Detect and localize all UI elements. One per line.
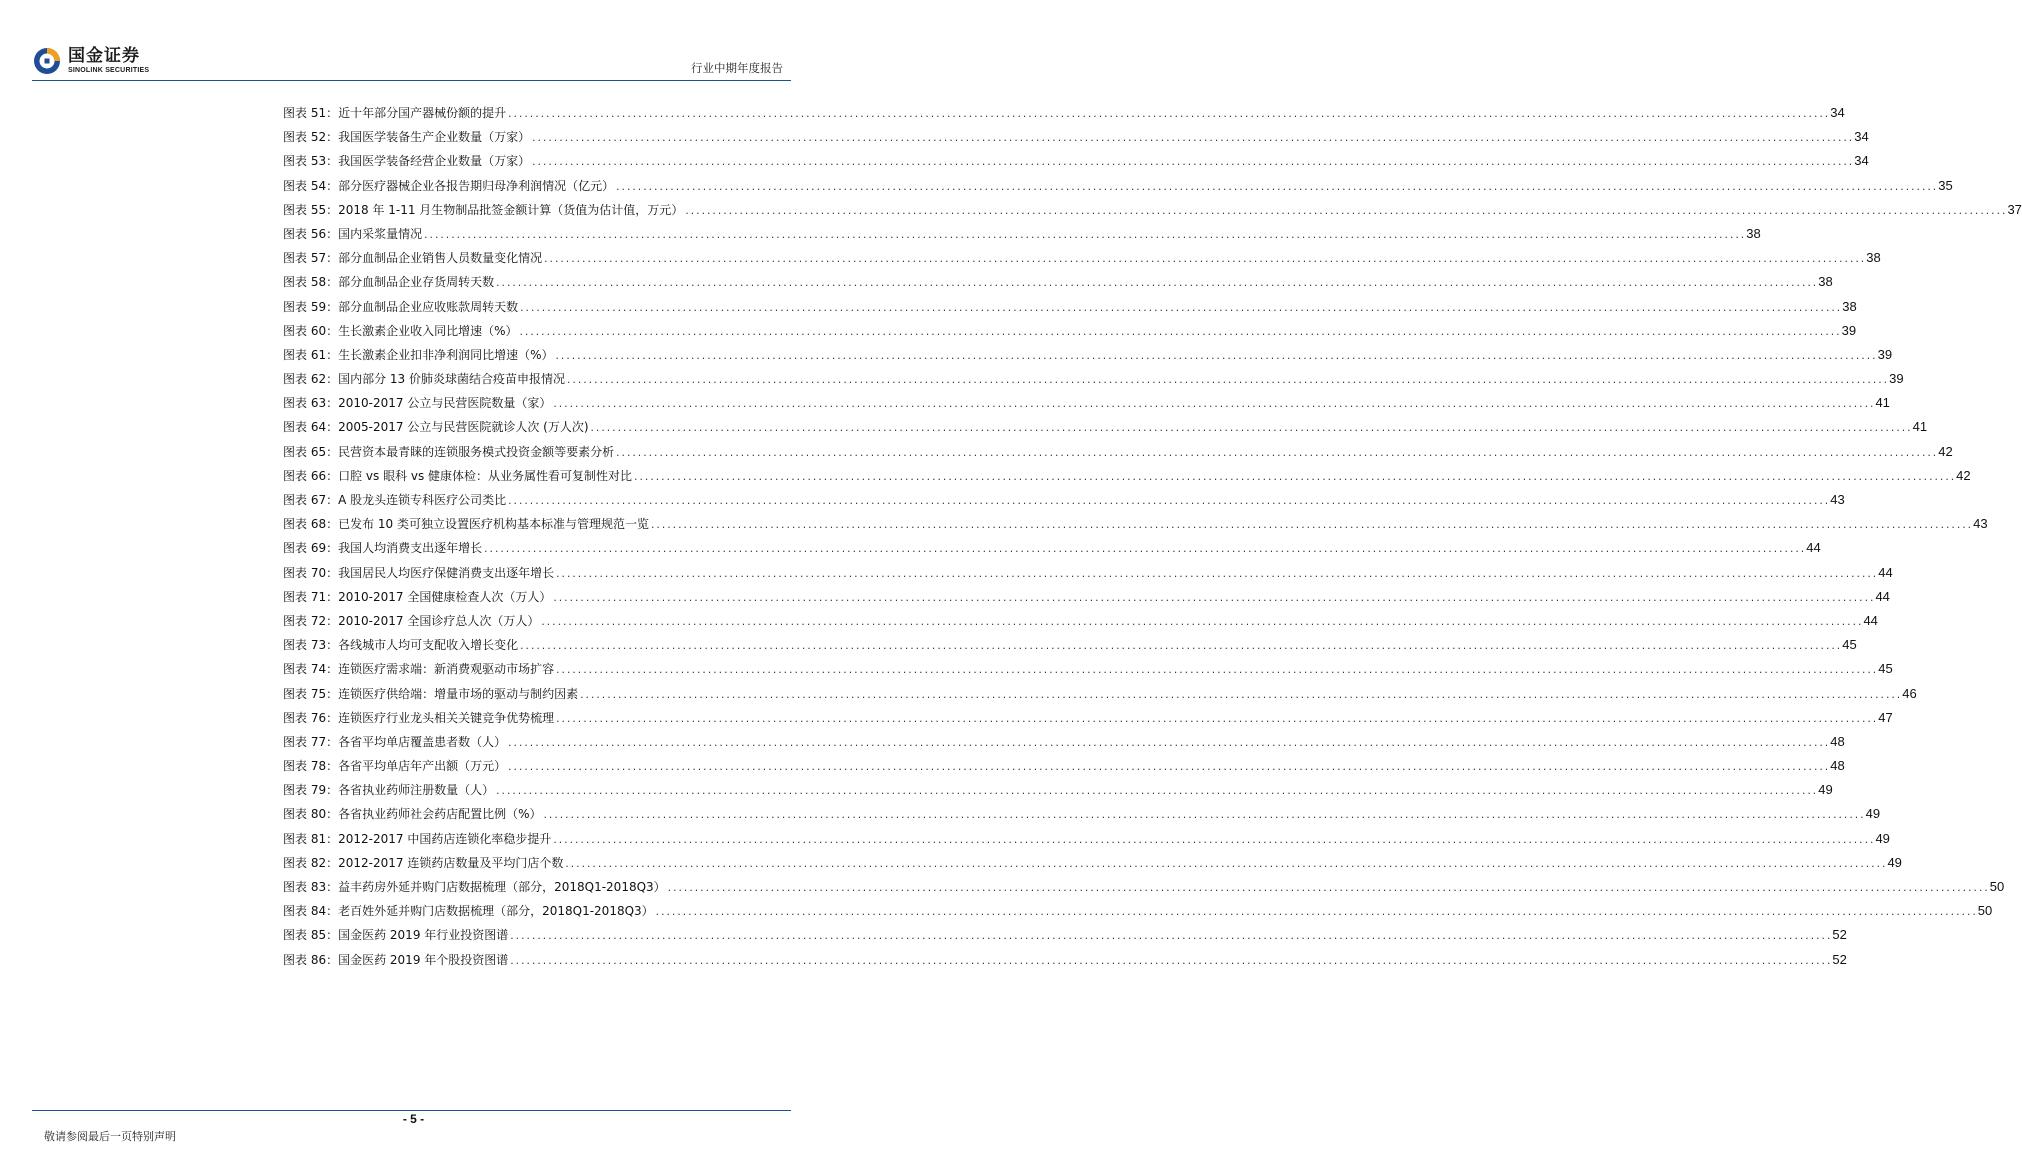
toc-entry-label: 图表 68： [283,517,339,532]
toc-dot-leader [540,611,1862,635]
toc-entry-page: 52 [1832,951,1847,967]
toc-entry-title: 各省平均单店年产出额（万元） [338,759,507,774]
toc-entry-title: 2012-2017 连锁药店数量及平均门店个数 [338,855,564,870]
toc-dot-leader [566,369,1888,393]
toc-entry[interactable] [283,464,1971,488]
toc-entry-label: 图表 86： [283,952,339,967]
toc-entry-title: 连锁医疗供给端：增量市场的驱动与制约因素 [338,686,579,701]
toc-dot-leader [615,176,1937,200]
toc-entry-label: 图表 65： [283,444,339,459]
toc-entry[interactable] [283,512,1988,536]
toc-entry-title: 部分血制品企业销售人员数量变化情况 [338,251,543,266]
toc-entry-page: 41 [1912,419,1928,435]
toc-entry-label: 图表 85： [283,928,339,943]
toc-entry-label: 图表 56： [283,226,339,241]
toc-entry[interactable] [283,585,1890,609]
toc-entry-title: 我国医学装备经营企业数量（万家） [338,154,531,169]
toc-dot-leader [650,514,1972,538]
toc-entry-title: 2010-2017 公立与民营医院数量（家） [338,396,552,411]
toc-entry-page: 50 [1989,879,2005,894]
toc-entry-label: 图表 83： [283,880,339,894]
toc-dot-leader [555,659,1877,683]
toc-entry-page: 34 [1854,129,1869,145]
toc-entry-title: 连锁医疗需求端：新消费观驱动市场扩容 [338,662,555,677]
toc-entry-page: 35 [1938,177,1953,193]
toc-entry-title: 口腔 vs 眼科 vs 健康体检：从业务属性看可复制性对比 [338,468,633,483]
toc-entry[interactable] [283,730,1845,754]
toc-entry[interactable] [283,270,1833,294]
toc-entry-page: 50 [1977,903,1993,919]
toc-entry-title: 生长激素企业扣非净利润同比增速（%） [338,347,554,362]
toc-entry[interactable] [283,391,1890,415]
toc-entry-page: 38 [1818,274,1833,290]
toc-entry-label: 图表 70： [283,565,339,580]
toc-entry-page: 52 [1832,927,1847,943]
toc-entry-page: 47 [1878,709,1893,725]
toc-entry-title: 国金医药 2019 年行业投资图谱 [338,928,509,943]
toc-dot-leader [615,442,1937,466]
toc-entry[interactable] [283,415,1928,439]
toc-entry-page: 45 [1878,661,1893,677]
toc-dot-leader [519,321,1841,345]
toc-entry-label: 图表 66： [283,468,339,483]
toc-entry-label: 图表 61： [283,347,339,362]
toc-entry-label: 图表 69： [283,541,339,556]
toc-entry-label: 图表 58： [283,275,339,290]
toc-entry-label: 图表 80： [283,807,339,822]
toc-entry-label: 图表 62： [283,372,339,387]
toc-entry-title: 各省平均单店覆盖患者数（人） [338,734,507,749]
toc-entry-label: 图表 79： [283,783,339,798]
sinolink-logo-icon [32,46,62,76]
toc-entry[interactable] [283,343,1893,367]
toc-entry-page: 46 [1902,685,1917,701]
toc-dot-leader [495,780,1817,804]
toc-entry-page: 42 [1956,467,1971,483]
toc-entry[interactable] [283,149,1869,173]
toc-dot-leader [579,684,1901,708]
toc-entry-title: 各省执业药师注册数量（人） [338,783,495,798]
toc-entry-title: 2018 年 1-11 月生物制品批签金额计算（货值为估计值，万元） [338,202,684,217]
toc-entry[interactable] [283,222,1761,246]
toc-entry[interactable] [283,295,1857,319]
toc-entry-page: 45 [1842,637,1857,653]
toc-entry-page: 39 [1841,322,1857,338]
toc-entry-title: 2012-2017 中国药店连锁化率稳步提升 [338,831,552,846]
toc-entry-title: 2010-2017 全国诊疗总人次（万人） [338,613,540,628]
toc-entry[interactable] [283,802,1881,826]
toc-entry-label: 图表 54： [283,178,339,193]
toc-entry[interactable] [283,101,1845,125]
toc-entry-page: 38 [1746,225,1761,241]
toc-entry-page: 48 [1830,733,1845,749]
toc-entry-label: 图表 71： [283,589,339,604]
toc-dot-leader [555,563,1877,587]
toc-entry-page: 37 [2007,201,2022,217]
toc-entry[interactable] [283,536,1821,560]
toc-dot-leader [543,804,1865,828]
toc-entry-title: 国金医药 2019 年个股投资图谱 [338,952,509,967]
toc-entry[interactable] [283,561,1893,585]
toc-dot-leader [519,297,1841,321]
toc-entry[interactable] [283,174,1953,198]
toc-entry-title: 生长激素企业收入同比增速（%） [338,323,518,338]
toc-entry-label: 图表 53： [283,154,339,169]
toc-entry-title: 老百姓外延并购门店数据梳理（部分，2018Q1-2018Q3） [338,904,654,919]
toc-entry-title: 益丰药房外延并购门店数据梳理（部分，2018Q1-2018Q3） [338,880,666,894]
toc-entry-page: 44 [1878,564,1893,580]
toc-entry[interactable] [283,440,1953,464]
toc-entry-label: 图表 59： [283,299,339,314]
toc-entry-title: 部分血制品企业应收账款周转天数 [338,299,519,314]
toc-entry-label: 图表 74： [283,662,339,677]
toc-entry-label: 图表 57： [283,251,339,266]
toc-entry-page: 43 [1830,492,1845,507]
toc-entry-title: 部分医疗器械企业各报告期归母净利润情况（亿元） [338,178,615,193]
toc-entry-label: 图表 72： [283,613,339,628]
toc-entry-page: 42 [1938,443,1953,459]
toc-entry-page: 34 [1830,105,1845,120]
toc-entry[interactable] [283,682,1917,706]
toc-entry-page: 43 [1973,516,1988,532]
toc-entry[interactable] [283,827,1890,851]
logo-chinese-name: 国金证券 [68,46,140,66]
figure-list [283,101,2022,972]
toc-entry[interactable] [283,851,1902,875]
page-number: - 5 - [402,1112,425,1126]
toc-entry-label: 图表 60： [283,323,339,338]
toc-entry-title: 各省执业药师社会药店配置比例（%） [338,807,542,822]
toc-entry-page: 38 [1866,250,1881,266]
toc-entry-title: 近十年部分国产器械份额的提升 [338,106,507,120]
toc-dot-leader [552,829,1874,853]
toc-entry-title: 连锁医疗行业龙头相关关键竞争优势梳理 [338,710,555,725]
toc-dot-leader [423,224,1745,248]
toc-dot-leader [543,248,1865,272]
toc-entry[interactable] [283,319,1857,343]
toc-entry[interactable] [283,125,1869,149]
toc-dot-leader [507,756,1829,780]
toc-entry-label: 图表 63： [283,396,339,411]
header-divider [32,80,791,81]
toc-entry-label: 图表 52： [283,130,339,145]
toc-entry-page: 49 [1875,830,1890,846]
toc-entry[interactable] [283,633,1857,657]
toc-entry-title: 我国人均消费支出逐年增长 [338,541,483,556]
toc-entry[interactable] [283,754,1845,778]
toc-entry-page: 44 [1863,612,1878,628]
toc-entry-label: 图表 64： [283,420,339,435]
toc-entry-label: 图表 73： [283,638,339,653]
toc-dot-leader [507,732,1829,756]
toc-dot-leader [509,925,1831,949]
toc-entry-page: 44 [1875,588,1890,604]
toc-entry-page: 48 [1830,758,1845,774]
toc-dot-leader [509,950,1831,974]
disclaimer-text: 敬请参阅最后一页特别声明 [44,1130,176,1143]
toc-entry-page: 41 [1875,395,1890,411]
toc-entry-label: 图表 75： [283,686,339,701]
toc-entry[interactable] [283,246,1881,270]
toc-dot-leader [667,877,1989,901]
page-header [0,0,827,80]
toc-entry-page: 49 [1865,806,1881,822]
toc-dot-leader [507,490,1829,514]
toc-entry-label: 图表 51： [283,106,339,120]
toc-dot-leader [552,587,1874,611]
toc-entry-title: 国内部分 13 价肺炎球菌结合疫苗申报情况 [338,372,565,387]
toc-dot-leader [590,417,1912,441]
toc-entry-title: 民营资本最青睐的连锁服务模式投资金额等要素分析 [338,444,615,459]
toc-entry-title: 我国居民人均医疗保健消费支出逐年增长 [338,565,555,580]
toc-entry-title: 国内采浆量情况 [338,226,423,241]
toc-entry-page: 49 [1887,854,1902,870]
toc-entry[interactable] [283,778,1833,802]
toc-dot-leader [655,901,1977,925]
toc-entry-label: 图表 82： [283,855,339,870]
toc-dot-leader [552,393,1874,417]
toc-entry[interactable] [283,948,1847,972]
toc-dot-leader [507,103,1829,127]
toc-entry-page: 49 [1818,782,1833,798]
toc-dot-leader [684,200,2006,224]
toc-entry-page: 44 [1806,540,1821,556]
toc-entry-page: 34 [1854,153,1869,169]
toc-entry[interactable] [283,367,1904,391]
toc-entry-title: 2005-2017 公立与民营医院就诊人次 (万人次) [338,420,589,435]
toc-entry[interactable] [283,923,1847,947]
report-type-label: 行业中期年度报告 [691,61,783,75]
toc-entry-label: 图表 81： [283,831,339,846]
toc-entry-label: 图表 78： [283,759,339,774]
toc-entry[interactable] [283,875,2005,899]
toc-entry-title: 我国医学装备生产企业数量（万家） [338,130,531,145]
toc-dot-leader [483,538,1805,562]
toc-entry-label: 图表 67： [283,493,339,507]
toc-entry-label: 图表 77： [283,734,339,749]
toc-entry-label: 图表 76： [283,710,339,725]
toc-entry-title: 各线城市人均可支配收入增长变化 [338,638,519,653]
toc-entry[interactable] [283,488,1845,512]
toc-entry-title: 已发布 10 类可独立设置医疗机构基本标准与管理规范一览 [338,517,649,532]
toc-dot-leader [555,345,1877,369]
toc-entry-title: A 股龙头连锁专科医疗公司类比 [338,493,507,507]
toc-dot-leader [531,151,1853,175]
toc-entry-label: 图表 84： [283,904,339,919]
toc-entry[interactable] [283,657,1893,681]
toc-entry-page: 38 [1842,298,1857,314]
toc-dot-leader [633,466,1955,490]
toc-entry[interactable] [283,198,2022,222]
logo-english-name: SINOLINK SECURITIES [68,67,150,74]
toc-entry[interactable] [283,706,1893,730]
toc-dot-leader [555,708,1877,732]
toc-entry[interactable] [283,609,1878,633]
toc-dot-leader [495,272,1817,296]
toc-entry-title: 部分血制品企业存货周转天数 [338,275,495,290]
toc-dot-leader [531,127,1853,151]
toc-entry-title: 2010-2017 全国健康检查人次（万人） [338,589,552,604]
toc-dot-leader [564,853,1886,877]
toc-entry-page: 39 [1889,371,1904,387]
footer-divider [32,1110,791,1111]
toc-dot-leader [519,635,1841,659]
company-logo [32,46,149,76]
toc-entry[interactable] [283,899,1993,923]
toc-entry-page: 39 [1877,346,1893,362]
toc-entry-label: 图表 55： [283,202,339,217]
